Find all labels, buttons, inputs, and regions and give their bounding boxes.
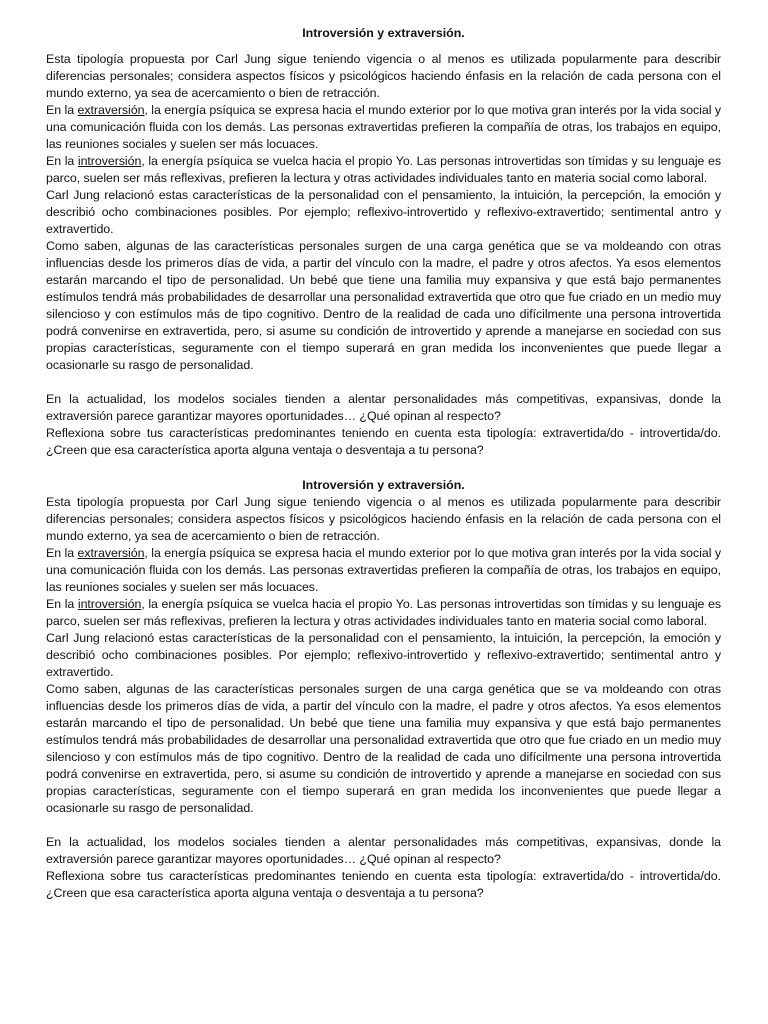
- paragraph-jung-combinations: Carl Jung relacionó estas características de la personalidad con el pensamiento, la intuición, la percepción, la emoción y describió ocho combinaciones posibles. Por ejemplo; reflexivo-introvertido y reflexivo-extravertido; sentimental antro y extravertido.: [46, 188, 721, 236]
- paragraph-body-text: , la energía psíquica se vuelca hacia el propio Yo. Las personas introvertidas son tímidas y su lenguaje es parco, suelen ser más reflexivas, prefieren la lectura y otras actividades individuales tanto en materia social como laboral.: [46, 154, 721, 185]
- document-section-1: [46, 25, 721, 459]
- paragraph-body-text: , la energía psíquica se expresa hacia el mundo exterior por lo que motiva gran interés por la vida social y una comunicación fluida con los demás. Las personas extravertidas prefieren la compañía de otras, los trabajos en equipo, las reuniones sociales y suelen ser más locuaces.: [46, 103, 721, 151]
- paragraph-reflection-question: Reflexiona sobre tus características predominantes teniendo en cuenta esta tipología: extravertida/do - introvertida/do. ¿Creen que esa característica aporta alguna ventaja o desventaja a tu persona?: [46, 869, 721, 900]
- paragraph-body-text: , la energía psíquica se expresa hacia el mundo exterior por lo que motiva gran interés por la vida social y una comunicación fluida con los demás. Las personas extravertidas prefieren la compañía de otras, los trabajos en equipo, las reuniones sociales y suelen ser más locuaces.: [46, 546, 721, 594]
- paragraph-intro: Esta tipología propuesta por Carl Jung sigue teniendo vigencia o al menos es utilizada popularmente para describir diferencias personales; considera aspectos físicos y psicológicos haciendo énfasis en la relación de cada persona con el mundo externo, ya sea de acercamiento o bien de retracción.: [46, 495, 721, 543]
- paragraph-extraversion: [46, 545, 721, 596]
- paragraph-genetic-influences: Como saben, algunas de las características personales surgen de una carga genética que se va moldeando con otras influencias desde los primeros días de vida, a partir del vínculo con la madre, el padre y otros afectos. Ya esos elementos estarán marcando el tipo de personalidad. Un bebé que tiene una familia muy expansiva y que está bajo permanentes estímulos tendrá más probabilidades de desarrollar una personalidad extravertida que otro que fue criado en un medio muy silencioso y con estímulos más de tipo cognitivo. Dentro de la realidad de cada uno difícilmente una persona introvertida podrá convenirse en extravertida, pero, si asume su condición de introvertido y aprende a manejarse en sociedad con sus propias características, seguramente con el tiempo superará en gran medida los inconvenientes que puede llegar a ocasionarle su rasgo de personalidad.: [46, 239, 721, 372]
- paragraph-introversion: [46, 153, 721, 187]
- section-title: Introversión y extraversión.: [302, 26, 465, 40]
- underlined-term-introversion: introversión: [77, 597, 142, 611]
- paragraph-lead-text: En la: [46, 103, 78, 117]
- paragraph-extraversion: [46, 102, 721, 153]
- document-page: [46, 25, 721, 902]
- paragraph-introversion: [46, 596, 721, 630]
- paragraph-social-models: En la actualidad, los modelos sociales tienden a alentar personalidades más competitivas, expansivas, donde la extraversión parece garantizar mayores oportunidades… ¿Qué opinan al respecto?: [46, 392, 721, 423]
- paragraph-body-text: , la energía psíquica se vuelca hacia el propio Yo. Las personas introvertidas son tímidas y su lenguaje es parco, suelen ser más reflexivas, prefieren la lectura y otras actividades individuales tanto en materia social como laboral.: [46, 597, 721, 628]
- underlined-term-introversion: introversión: [77, 154, 142, 168]
- paragraph-genetic-influences: Como saben, algunas de las características personales surgen de una carga genética que se va moldeando con otras influencias desde los primeros días de vida, a partir del vínculo con la madre, el padre y otros afectos. Ya esos elementos estarán marcando el tipo de personalidad. Un bebé que tiene una familia muy expansiva y que está bajo permanentes estímulos tendrá más probabilidades de desarrollar una personalidad extravertida que otro que fue criado en un medio muy silencioso y con estímulos más de tipo cognitivo. Dentro de la realidad de cada uno difícilmente una persona introvertida podrá convenirse en extravertida, pero, si asume su condición de introvertido y aprende a manejarse en sociedad con sus propias características, seguramente con el tiempo superará en gran medida los inconvenientes que puede llegar a ocasionarle su rasgo de personalidad.: [46, 682, 721, 815]
- underlined-term-extraversion: extraversión: [77, 546, 145, 560]
- paragraph-reflection-question: Reflexiona sobre tus características predominantes teniendo en cuenta esta tipología: extravertida/do - introvertida/do. ¿Creen que esa característica aporta alguna ventaja o desventaja a tu persona?: [46, 426, 721, 457]
- section-title: Introversión y extraversión.: [302, 478, 465, 492]
- paragraph-lead-text: En la: [46, 154, 78, 168]
- paragraph-lead-text: En la: [46, 546, 78, 560]
- paragraph-social-models: En la actualidad, los modelos sociales tienden a alentar personalidades más competitivas, expansivas, donde la extraversión parece garantizar mayores oportunidades… ¿Qué opinan al respecto?: [46, 835, 721, 866]
- paragraph-intro: Esta tipología propuesta por Carl Jung sigue teniendo vigencia o al menos es utilizada popularmente para describir diferencias personales; considera aspectos físicos y psicológicos haciendo énfasis en la relación de cada persona con el mundo externo, ya sea de acercamiento o bien de retracción.: [46, 52, 721, 100]
- document-section-2: [46, 477, 721, 902]
- paragraph-lead-text: En la: [46, 597, 78, 611]
- paragraph-jung-combinations: Carl Jung relacionó estas características de la personalidad con el pensamiento, la intuición, la percepción, la emoción y describió ocho combinaciones posibles. Por ejemplo; reflexivo-introvertido y reflexivo-extravertido; sentimental antro y extravertido.: [46, 631, 721, 679]
- underlined-term-extraversion: extraversión: [77, 103, 145, 117]
